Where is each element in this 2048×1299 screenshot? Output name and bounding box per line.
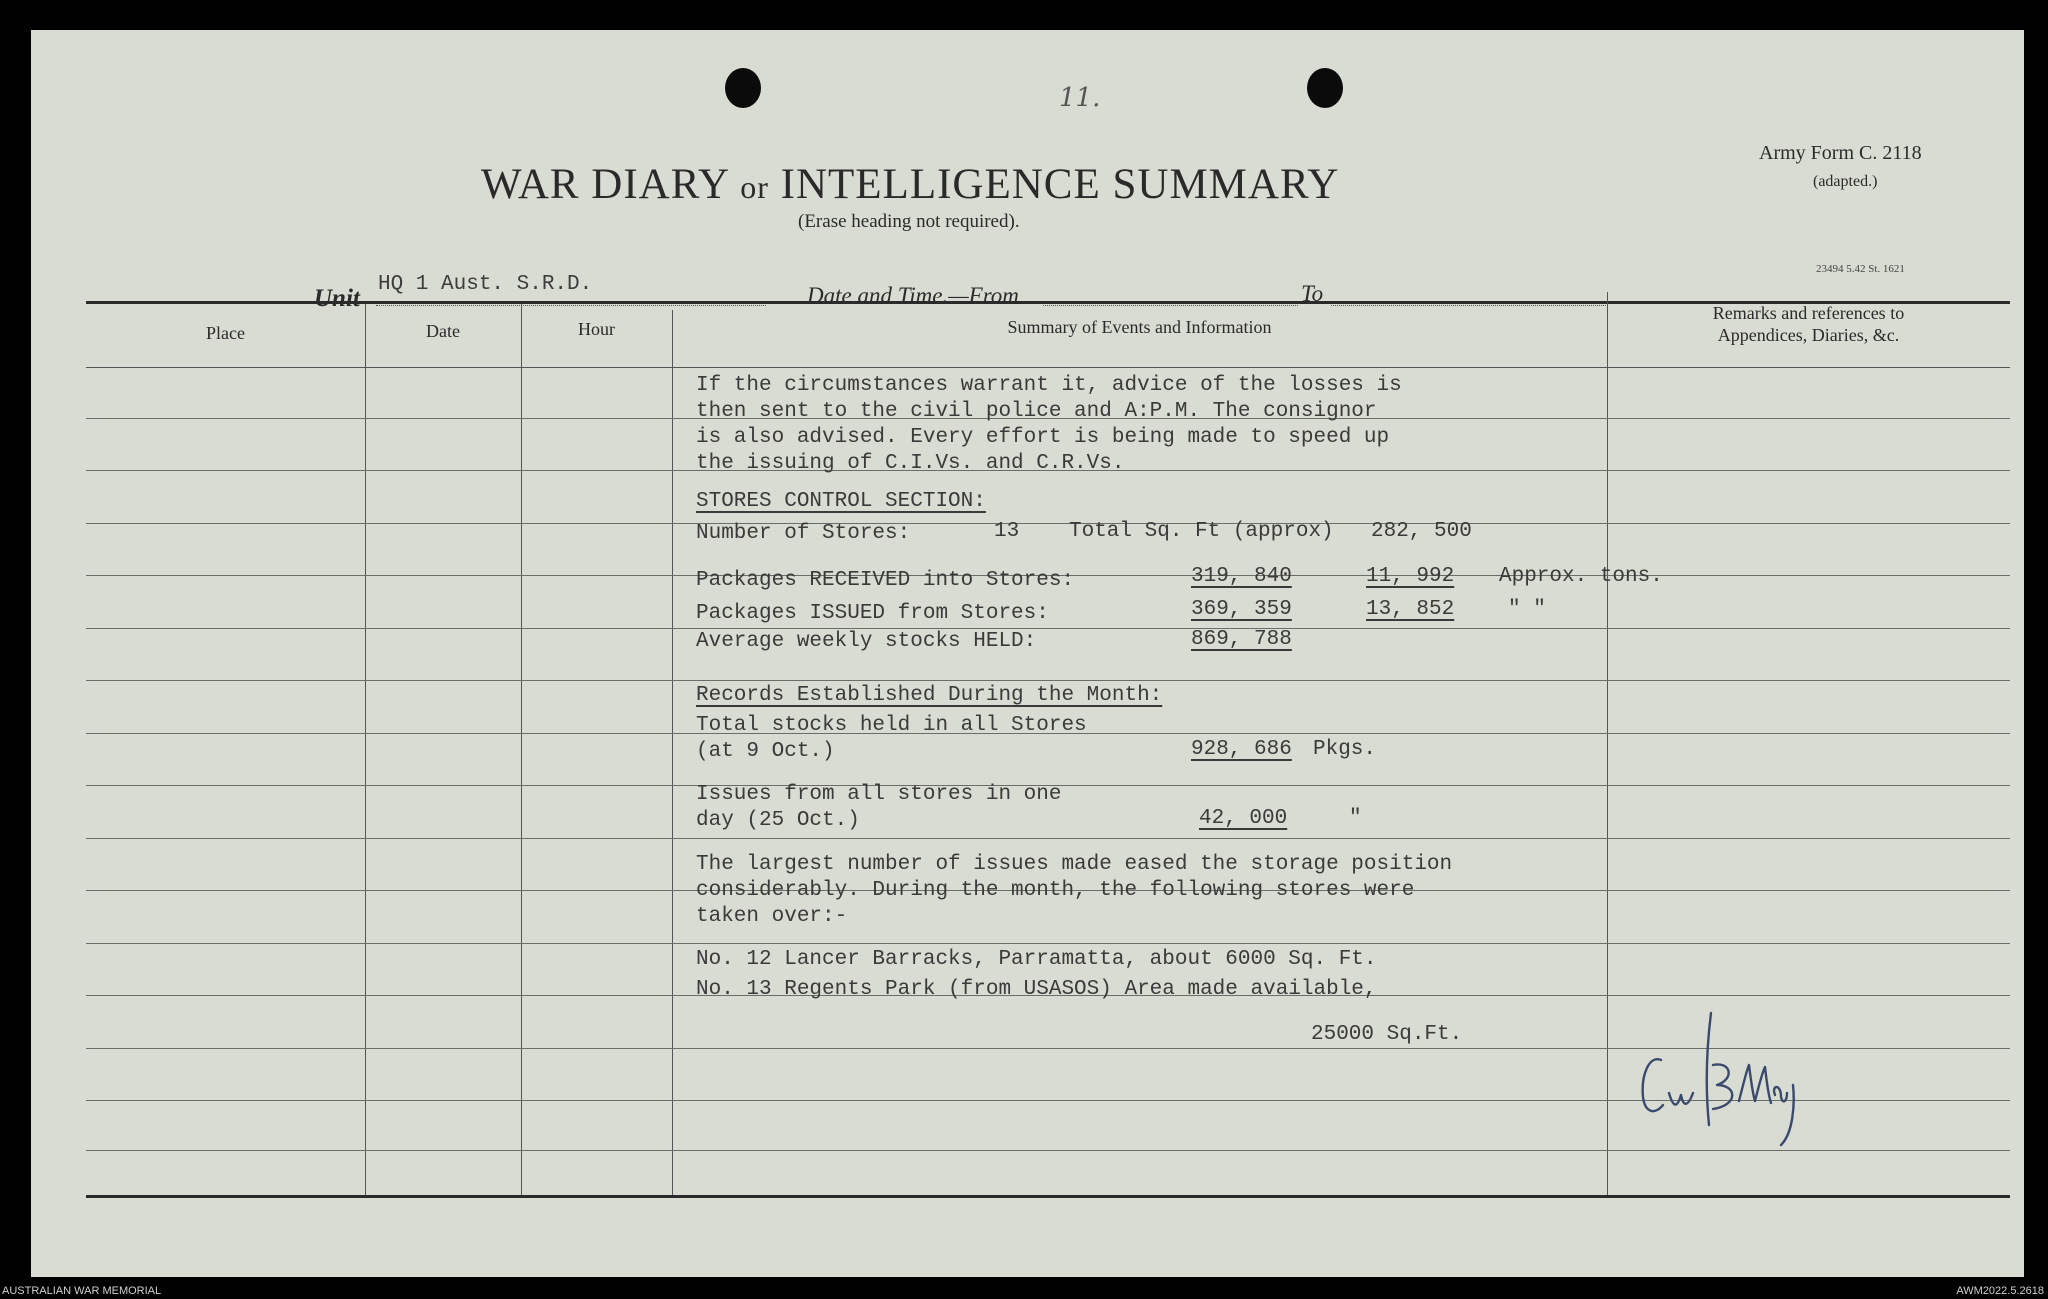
col-divider-place	[365, 304, 366, 1195]
col-header-remarks-line2: Appendices, Diaries, &c.	[1717, 325, 1900, 345]
received-label: Packages RECEIVED into Stores:	[696, 569, 1075, 592]
received-unit: Approx. tons.	[1499, 565, 1663, 588]
total-sqft-label: Total Sq. Ft (approx)	[1069, 520, 1334, 543]
erase-note: (Erase heading not required).	[798, 211, 1020, 232]
para1-line4: the issuing of C.I.Vs. and C.R.Vs.	[696, 452, 1125, 475]
rule	[86, 943, 2010, 944]
archive-id: AWM2022.5.2618	[1956, 1285, 2044, 1297]
store-13-area: 25000 Sq.Ft.	[1311, 1023, 1463, 1046]
para2-line3: taken over:-	[696, 905, 848, 928]
col-divider-summary	[1607, 292, 1608, 1195]
held-pkgs-value: 869, 788	[1191, 628, 1292, 651]
held-label: Average weekly stocks HELD:	[696, 630, 1037, 653]
col-header-date: Date	[426, 321, 460, 341]
para2-line2: considerably. During the month, the following stores were	[696, 879, 1415, 902]
title-or: or	[740, 169, 769, 205]
total-sqft-value: 282, 500	[1371, 520, 1472, 543]
form-title	[481, 160, 1339, 209]
title-war-diary: WAR DIARY	[481, 161, 729, 208]
col-header-summary: Summary of Events and Information	[1007, 317, 1272, 337]
col-header-place: Place	[206, 323, 245, 343]
para1-line2: then sent to the civil police and A:P.M. The consignor	[696, 400, 1377, 423]
col-divider-hour	[672, 310, 673, 1195]
store-12-line: No. 12 Lancer Barracks, Parramatta, about 6000 Sq. Ft.	[696, 948, 1377, 971]
rule	[86, 838, 2010, 839]
received-tons-value: 11, 992	[1366, 565, 1455, 588]
issued-label: Packages ISSUED from Stores:	[696, 602, 1049, 625]
col-header-remarks	[1607, 302, 2010, 346]
unit-value: HQ 1 Aust. S.R.D.	[378, 273, 593, 296]
total-held-line1: Total stocks held in all Stores	[696, 714, 1087, 737]
from-dotted-line	[1043, 305, 1298, 306]
para2-line1: The largest number of issues made eased the storage position	[696, 853, 1453, 876]
issued-pkgs-value: 369, 359	[1191, 598, 1292, 621]
unit-dotted-line	[376, 305, 766, 306]
issued-ditto: " "	[1508, 598, 1546, 621]
rule	[86, 628, 2010, 629]
issues-line1: Issues from all stores in one	[696, 783, 1062, 806]
issues-ditto: "	[1349, 807, 1362, 830]
col-divider-date	[521, 304, 522, 1195]
date-time-label: Date and Time.—From	[807, 283, 1019, 308]
total-held-value: 928, 686	[1191, 738, 1292, 761]
punch-hole-left	[725, 68, 761, 108]
para1-line1: If the circumstances warrant it, advice of the losses is	[696, 374, 1402, 397]
punch-hole-right	[1307, 68, 1343, 108]
header-rule	[86, 367, 2010, 368]
archive-label: AUSTRALIAN WAR MEMORIAL	[2, 1285, 162, 1297]
title-intelligence-summary: INTELLIGENCE SUMMARY	[780, 161, 1340, 208]
stores-count-label: Number of Stores:	[696, 522, 911, 545]
table-bottom-border	[86, 1195, 2010, 1198]
handwritten-page-number: 11.	[1059, 83, 1101, 113]
stores-count-value: 13	[994, 520, 1020, 543]
para1-line3: is also advised. Every effort is being made to speed up	[696, 426, 1390, 449]
store-13-line: No. 13 Regents Park (from USASOS) Area made available,	[696, 978, 1377, 1001]
col-header-hour: Hour	[578, 319, 615, 339]
records-heading: Records Established During the Month:	[696, 684, 1163, 707]
unit-label: Unit	[314, 285, 360, 312]
total-held-line2: (at 9 Oct.)	[696, 740, 835, 763]
total-held-unit: Pkgs.	[1313, 738, 1377, 761]
army-form-number: Army Form C. 2118	[1759, 142, 1922, 164]
to-dotted-line	[1331, 305, 1606, 306]
issues-line2: day (25 Oct.)	[696, 809, 860, 832]
print-code: 23494 5.42 St. 1621	[1816, 263, 1905, 275]
stores-control-heading: STORES CONTROL SECTION:	[696, 490, 986, 513]
rule	[86, 523, 2010, 524]
issues-value: 42, 000	[1199, 807, 1288, 830]
rule	[86, 680, 2010, 681]
adapted-note: (adapted.)	[1813, 173, 1878, 190]
signature	[1621, 1005, 1811, 1185]
received-pkgs-value: 319, 840	[1191, 565, 1292, 588]
to-label: To	[1301, 281, 1324, 306]
col-header-remarks-line1: Remarks and references to	[1712, 303, 1905, 323]
issued-tons-value: 13, 852	[1366, 598, 1455, 621]
war-diary-sheet	[31, 30, 2024, 1277]
